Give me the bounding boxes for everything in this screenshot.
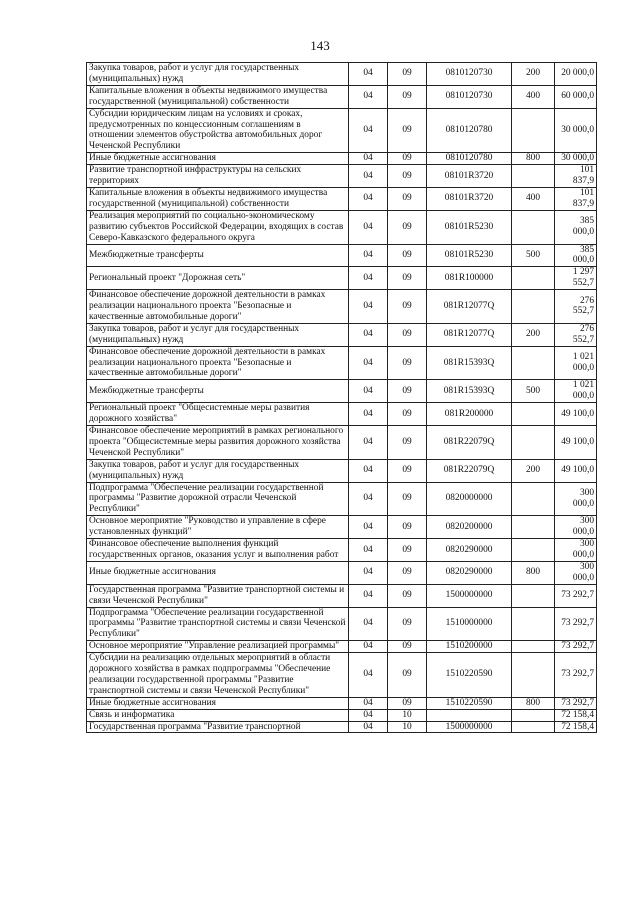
row-target-code: 0820200000 xyxy=(427,516,512,539)
row-amount: 49 100,0 xyxy=(555,403,597,426)
row-subsection: 09 xyxy=(388,482,427,516)
row-subsection: 09 xyxy=(388,108,427,153)
row-amount: 1 021 000,0 xyxy=(555,380,597,403)
row-section: 04 xyxy=(349,165,388,188)
table-row xyxy=(87,153,597,165)
row-section: 04 xyxy=(349,244,388,267)
row-target-code: 081R15393Q xyxy=(427,346,512,380)
row-amount: 30 000,0 xyxy=(555,153,597,165)
row-name: Государственная программа "Развитие транспортной xyxy=(87,721,349,733)
row-section: 04 xyxy=(349,721,388,733)
table-row xyxy=(87,187,597,210)
row-expense-type xyxy=(512,108,555,153)
row-expense-type: 200 xyxy=(512,63,555,86)
row-expense-type xyxy=(512,721,555,733)
row-amount: 385 000,0 xyxy=(555,210,597,244)
row-expense-type: 400 xyxy=(512,187,555,210)
row-subsection: 09 xyxy=(388,653,427,698)
row-name: Межбюджетные трансферты xyxy=(87,380,349,403)
table-row xyxy=(87,697,597,709)
row-expense-type xyxy=(512,641,555,653)
row-name: Финансовое обеспечение мероприятий в рамках регионального проекта "Общесистемные меры развития дорожного хозяйства Чеченской Республики" xyxy=(87,426,349,460)
row-name: Подпрограмма "Обеспечение реализации государственной программы "Развитие дорожной отрасли Чеченской Республики" xyxy=(87,482,349,516)
row-section: 04 xyxy=(349,561,388,584)
budget-table-body xyxy=(87,63,597,733)
row-section: 04 xyxy=(349,323,388,346)
table-row xyxy=(87,210,597,244)
table-row xyxy=(87,403,597,426)
row-amount: 1 297 552,7 xyxy=(555,267,597,290)
row-name: Субсидии на реализацию отдельных мероприятий в области дорожного хозяйства в рамках подпрограммы "Обеспечение реализации государственной программы "Развитие транспортной системы и связи Чеченской Республики" xyxy=(87,653,349,698)
row-subsection: 09 xyxy=(388,607,427,641)
row-subsection: 09 xyxy=(388,697,427,709)
row-subsection: 09 xyxy=(388,323,427,346)
row-subsection: 09 xyxy=(388,244,427,267)
row-section: 04 xyxy=(349,153,388,165)
row-expense-type: 800 xyxy=(512,561,555,584)
row-target-code: 08101R5230 xyxy=(427,244,512,267)
row-expense-type xyxy=(512,346,555,380)
row-amount: 73 292,7 xyxy=(555,641,597,653)
row-expense-type: 800 xyxy=(512,697,555,709)
row-expense-type xyxy=(512,709,555,721)
row-name: Закупка товаров, работ и услуг для государственных (муниципальных) нужд xyxy=(87,63,349,86)
row-section: 04 xyxy=(349,539,388,562)
row-section: 04 xyxy=(349,85,388,108)
row-name: Финансовое обеспечение дорожной деятельности в рамках реализации национального проекта "Безопасные и качественные автомобильные дороги" xyxy=(87,290,349,324)
page-number: 143 xyxy=(310,38,330,53)
table-row xyxy=(87,539,597,562)
row-name: Иные бюджетные ассигнования xyxy=(87,561,349,584)
table-row xyxy=(87,165,597,188)
row-name: Государственная программа "Развитие транспортной системы и связи Чеченской Республики" xyxy=(87,584,349,607)
row-expense-type xyxy=(512,584,555,607)
row-subsection: 09 xyxy=(388,516,427,539)
row-name: Субсидии юридическим лицам на условиях и сроках, предусмотренных по концессионным соглашениям в отношении элементов обустройства автомобильных дорог Чеченской Республики xyxy=(87,108,349,153)
table-row xyxy=(87,482,597,516)
row-expense-type: 200 xyxy=(512,459,555,482)
row-section: 04 xyxy=(349,607,388,641)
table-row xyxy=(87,584,597,607)
row-section: 04 xyxy=(349,210,388,244)
table-row xyxy=(87,323,597,346)
row-subsection: 09 xyxy=(388,267,427,290)
row-name: Связь и информатика xyxy=(87,709,349,721)
row-expense-type: 500 xyxy=(512,244,555,267)
row-name: Финансовое обеспечение дорожной деятельности в рамках реализации национального проекта "Безопасные и качественные автомобильные дороги" xyxy=(87,346,349,380)
row-subsection: 09 xyxy=(388,403,427,426)
row-target-code: 1500000000 xyxy=(427,721,512,733)
row-name: Межбюджетные трансферты xyxy=(87,244,349,267)
row-expense-type: 500 xyxy=(512,380,555,403)
table-row xyxy=(87,426,597,460)
row-subsection: 10 xyxy=(388,721,427,733)
row-amount: 300 000,0 xyxy=(555,516,597,539)
row-name: Иные бюджетные ассигнования xyxy=(87,697,349,709)
row-subsection: 09 xyxy=(388,165,427,188)
row-section: 04 xyxy=(349,709,388,721)
row-expense-type xyxy=(512,607,555,641)
row-subsection: 09 xyxy=(388,210,427,244)
row-expense-type: 400 xyxy=(512,85,555,108)
row-amount: 20 000,0 xyxy=(555,63,597,86)
row-name: Региональный проект "Дорожная сеть" xyxy=(87,267,349,290)
row-section: 04 xyxy=(349,380,388,403)
row-target-code: 081R12077Q xyxy=(427,290,512,324)
row-section: 04 xyxy=(349,108,388,153)
row-amount: 300 000,0 xyxy=(555,561,597,584)
table-row xyxy=(87,85,597,108)
row-target-code: 081R100000 xyxy=(427,267,512,290)
row-expense-type xyxy=(512,539,555,562)
row-expense-type xyxy=(512,426,555,460)
row-target-code: 08101R5230 xyxy=(427,210,512,244)
budget-table xyxy=(86,62,597,733)
row-target-code: 1510200000 xyxy=(427,641,512,653)
table-row xyxy=(87,459,597,482)
table-row xyxy=(87,63,597,86)
row-name: Основное мероприятие "Руководство и управление в сфере установленных функций" xyxy=(87,516,349,539)
row-target-code: 081R200000 xyxy=(427,403,512,426)
row-name: Реализация мероприятий по социально-экономическому развитию субъектов Российской Федерации, входящих в состав Северо-Кавказского федерального округа xyxy=(87,210,349,244)
row-section: 04 xyxy=(349,459,388,482)
row-amount: 49 100,0 xyxy=(555,459,597,482)
row-amount: 276 552,7 xyxy=(555,323,597,346)
row-subsection: 09 xyxy=(388,85,427,108)
table-row xyxy=(87,561,597,584)
row-section: 04 xyxy=(349,187,388,210)
row-subsection: 09 xyxy=(388,426,427,460)
row-expense-type xyxy=(512,267,555,290)
row-section: 04 xyxy=(349,426,388,460)
table-row xyxy=(87,267,597,290)
row-amount: 385 000,0 xyxy=(555,244,597,267)
row-section: 04 xyxy=(349,482,388,516)
row-section: 04 xyxy=(349,63,388,86)
row-target-code: 081R22079Q xyxy=(427,459,512,482)
row-subsection: 09 xyxy=(388,187,427,210)
row-target-code: 0810120780 xyxy=(427,153,512,165)
row-target-code xyxy=(427,709,512,721)
row-expense-type: 800 xyxy=(512,153,555,165)
row-amount: 101 837,9 xyxy=(555,165,597,188)
row-subsection: 09 xyxy=(388,584,427,607)
row-name: Капитальные вложения в объекты недвижимого имущества государственной (муниципальной) собственности xyxy=(87,187,349,210)
row-amount: 300 000,0 xyxy=(555,539,597,562)
table-row xyxy=(87,108,597,153)
row-target-code: 081R12077Q xyxy=(427,323,512,346)
row-subsection: 09 xyxy=(388,63,427,86)
row-section: 04 xyxy=(349,516,388,539)
row-name: Подпрограмма "Обеспечение реализации государственной программы "Развитие транспортной системы и связи Чеченской Республики" xyxy=(87,607,349,641)
row-expense-type xyxy=(512,516,555,539)
row-target-code: 1510220590 xyxy=(427,697,512,709)
row-name: Основное мероприятие "Управление реализацией программы" xyxy=(87,641,349,653)
row-subsection: 09 xyxy=(388,346,427,380)
table-row xyxy=(87,346,597,380)
row-amount: 60 000,0 xyxy=(555,85,597,108)
row-section: 04 xyxy=(349,403,388,426)
row-amount: 1 021 000,0 xyxy=(555,346,597,380)
row-amount: 73 292,7 xyxy=(555,697,597,709)
row-target-code: 081R22079Q xyxy=(427,426,512,460)
table-row xyxy=(87,380,597,403)
row-target-code: 0810120780 xyxy=(427,108,512,153)
row-name: Финансовое обеспечение выполнения функций государственных органов, оказания услуг и выполнения работ xyxy=(87,539,349,562)
row-section: 04 xyxy=(349,346,388,380)
row-amount: 101 837,9 xyxy=(555,187,597,210)
row-target-code: 0820290000 xyxy=(427,561,512,584)
row-amount: 72 158,4 xyxy=(555,721,597,733)
table-row xyxy=(87,244,597,267)
row-expense-type xyxy=(512,290,555,324)
row-subsection: 10 xyxy=(388,709,427,721)
table-row xyxy=(87,607,597,641)
row-subsection: 09 xyxy=(388,539,427,562)
table-row xyxy=(87,290,597,324)
row-subsection: 09 xyxy=(388,290,427,324)
row-amount: 30 000,0 xyxy=(555,108,597,153)
row-section: 04 xyxy=(349,641,388,653)
row-target-code: 1500000000 xyxy=(427,584,512,607)
row-target-code: 081R15393Q xyxy=(427,380,512,403)
row-subsection: 09 xyxy=(388,459,427,482)
table-row xyxy=(87,641,597,653)
row-amount: 73 292,7 xyxy=(555,584,597,607)
row-target-code: 0810120730 xyxy=(427,63,512,86)
row-amount: 276 552,7 xyxy=(555,290,597,324)
row-expense-type: 200 xyxy=(512,323,555,346)
row-section: 04 xyxy=(349,290,388,324)
row-subsection: 09 xyxy=(388,561,427,584)
row-section: 04 xyxy=(349,653,388,698)
row-subsection: 09 xyxy=(388,153,427,165)
table-row xyxy=(87,721,597,733)
row-amount: 73 292,7 xyxy=(555,653,597,698)
row-target-code: 0810120730 xyxy=(427,85,512,108)
row-name: Иные бюджетные ассигнования xyxy=(87,153,349,165)
row-section: 04 xyxy=(349,584,388,607)
row-target-code: 08101R3720 xyxy=(427,165,512,188)
row-target-code: 0820000000 xyxy=(427,482,512,516)
row-section: 04 xyxy=(349,267,388,290)
row-expense-type xyxy=(512,482,555,516)
row-name: Капитальные вложения в объекты недвижимого имущества государственной (муниципальной) собственности xyxy=(87,85,349,108)
row-amount: 72 158,4 xyxy=(555,709,597,721)
row-name: Развитие транспортной инфраструктуры на сельских территориях xyxy=(87,165,349,188)
row-target-code: 1510220590 xyxy=(427,653,512,698)
row-target-code: 1510000000 xyxy=(427,607,512,641)
table-row xyxy=(87,516,597,539)
row-amount: 49 100,0 xyxy=(555,426,597,460)
row-amount: 300 000,0 xyxy=(555,482,597,516)
table-row xyxy=(87,653,597,698)
row-expense-type xyxy=(512,653,555,698)
table-row xyxy=(87,709,597,721)
row-name: Закупка товаров, работ и услуг для государственных (муниципальных) нужд xyxy=(87,459,349,482)
row-subsection: 09 xyxy=(388,641,427,653)
row-amount: 73 292,7 xyxy=(555,607,597,641)
row-target-code: 0820290000 xyxy=(427,539,512,562)
row-expense-type xyxy=(512,403,555,426)
row-expense-type xyxy=(512,210,555,244)
row-section: 04 xyxy=(349,697,388,709)
row-name: Закупка товаров, работ и услуг для государственных (муниципальных) нужд xyxy=(87,323,349,346)
row-expense-type xyxy=(512,165,555,188)
row-name: Региональный проект "Общесистемные меры развития дорожного хозяйства" xyxy=(87,403,349,426)
row-subsection: 09 xyxy=(388,380,427,403)
row-target-code: 08101R3720 xyxy=(427,187,512,210)
